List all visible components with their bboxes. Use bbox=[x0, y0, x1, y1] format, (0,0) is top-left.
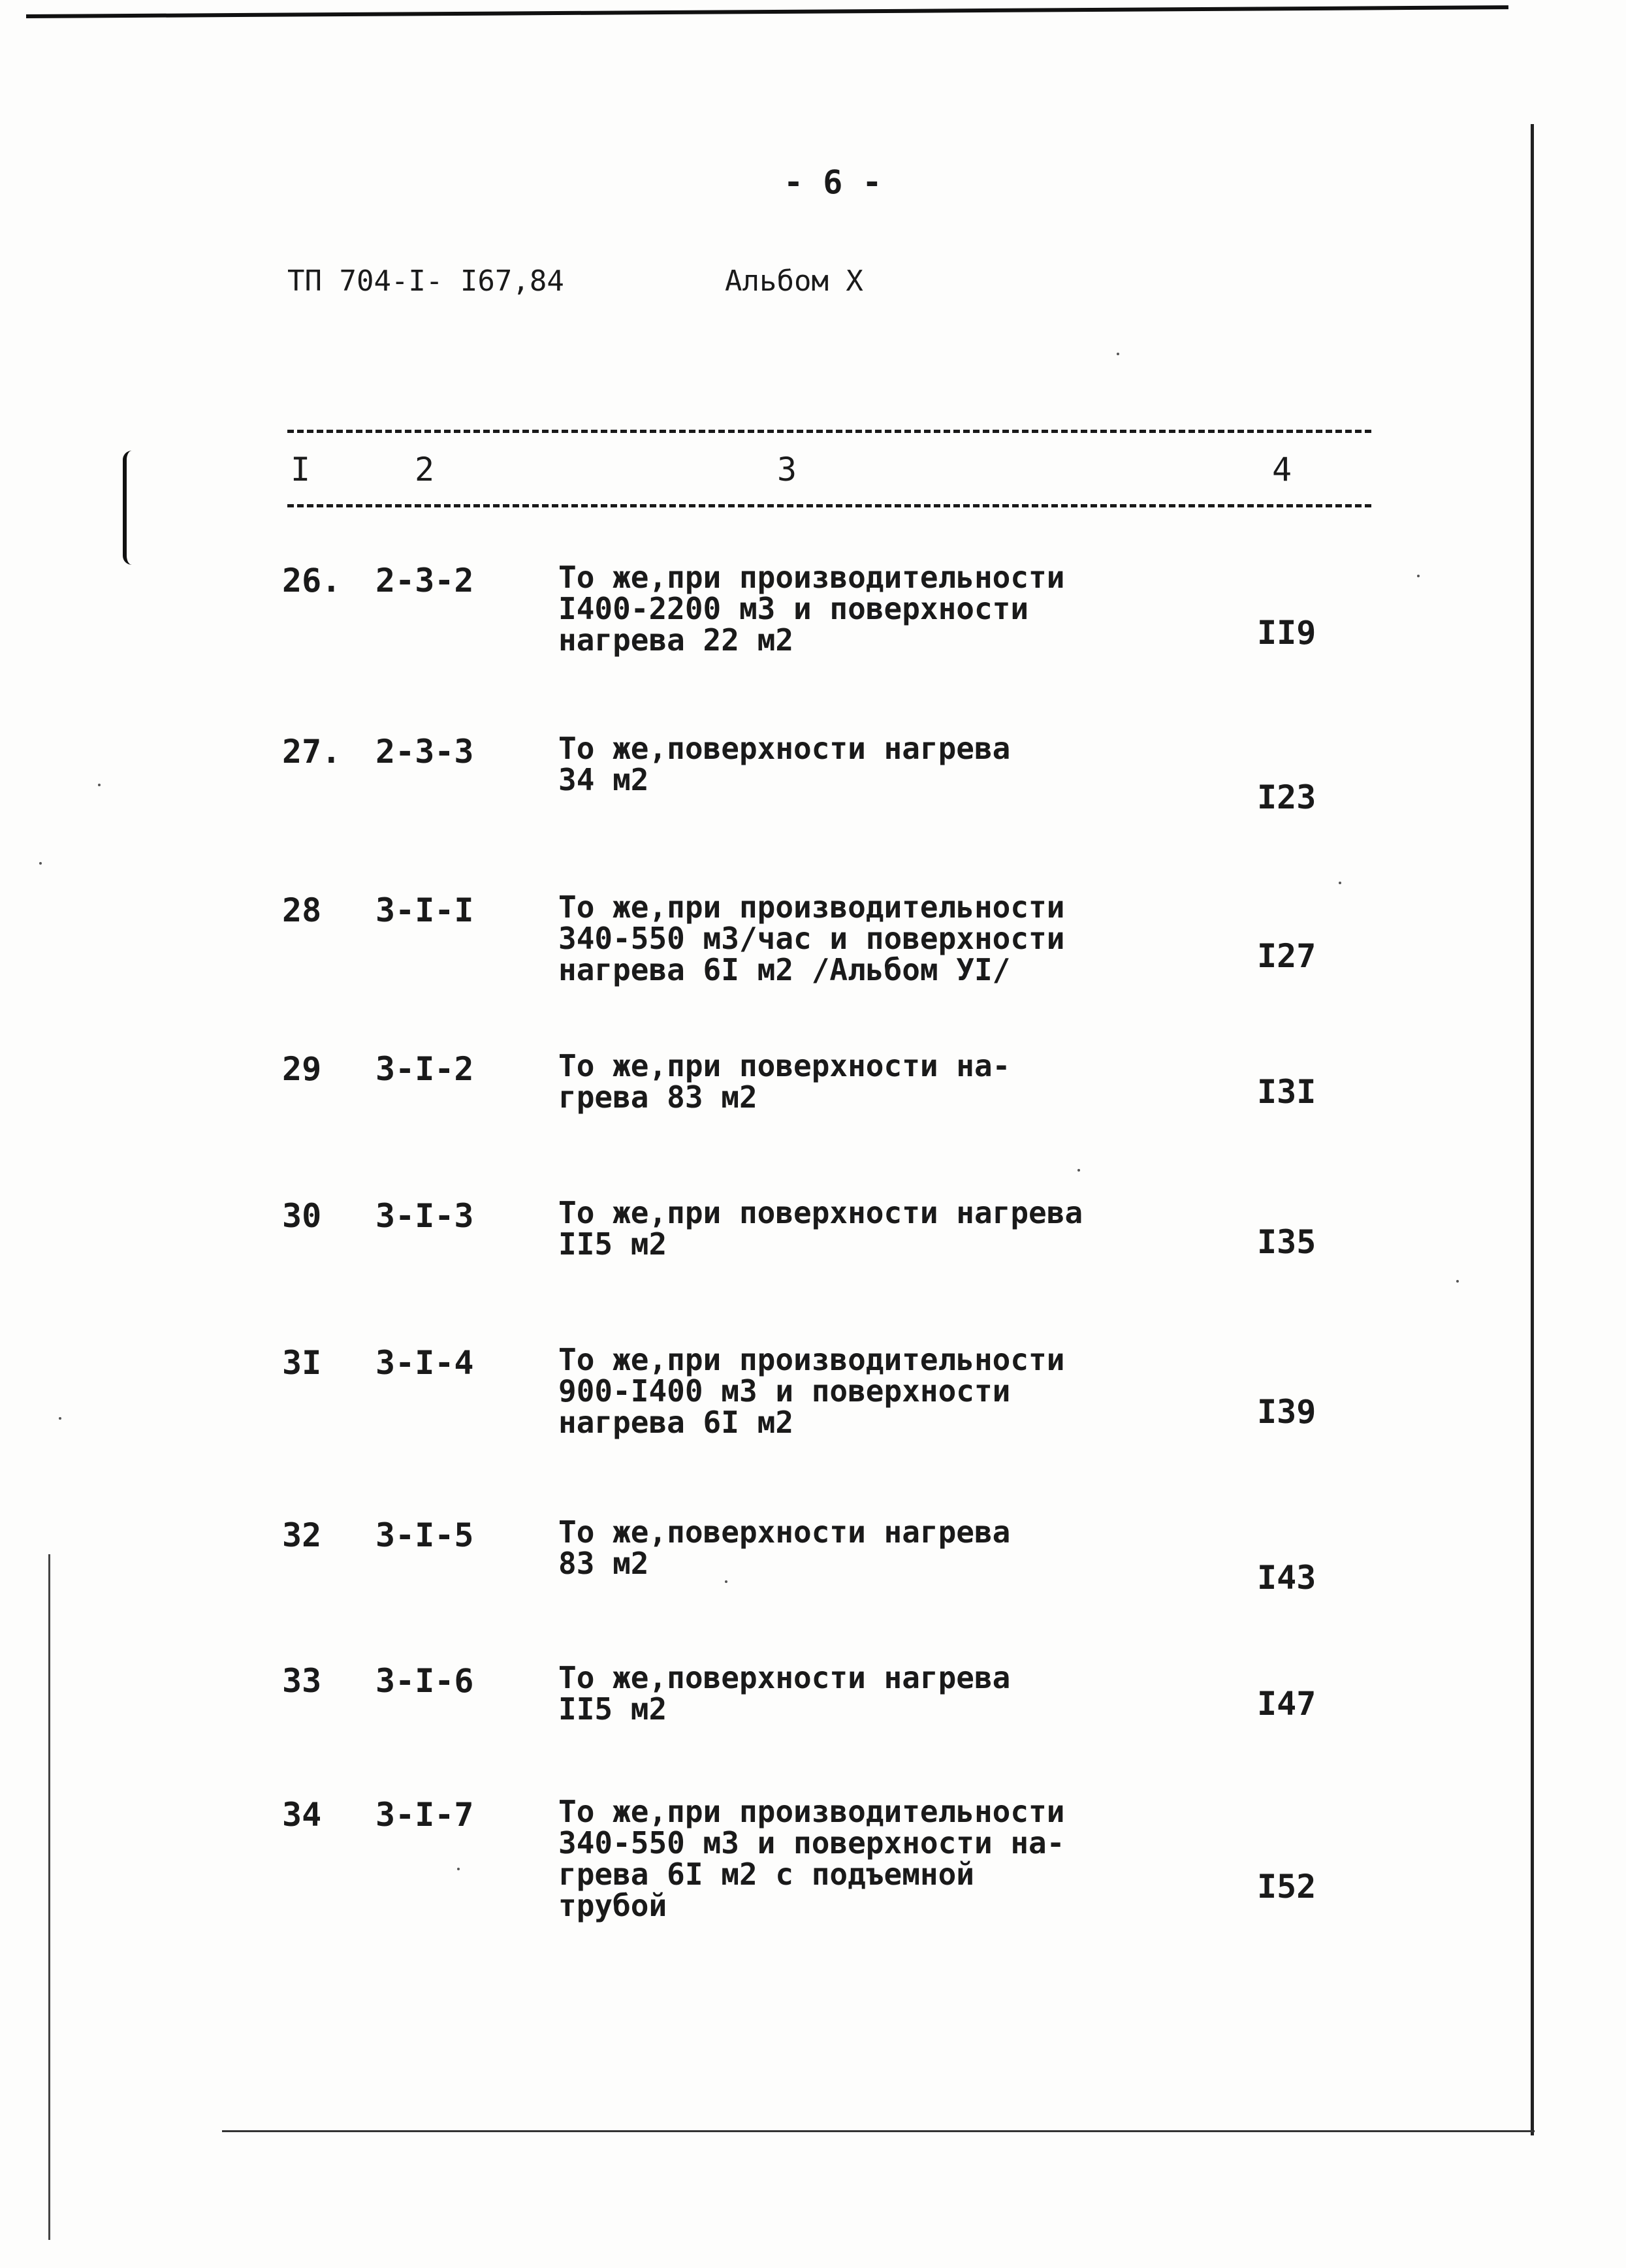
row-description bbox=[558, 1796, 1146, 1921]
row-code: 3-I-I bbox=[375, 891, 474, 929]
description-line: нагрева 6I м2 bbox=[558, 1405, 794, 1440]
description-line: То же,поверхности нагрева bbox=[558, 1660, 1011, 1695]
description-line: II5 м2 bbox=[558, 1691, 667, 1727]
description-line: То же,при производительности bbox=[558, 1794, 1065, 1829]
scan-edge-bottom bbox=[222, 2130, 1535, 2132]
row-number: 33 bbox=[282, 1662, 322, 1700]
row-number: 3I bbox=[282, 1344, 322, 1382]
description-line: I400-2200 м3 и поверхности bbox=[558, 591, 1029, 626]
scan-edge-left bbox=[48, 1554, 50, 2240]
row-description bbox=[558, 891, 1146, 985]
document-code: ТП 704-I- I67,84 bbox=[287, 264, 564, 298]
description-line: То же,поверхности нагрева bbox=[558, 731, 1011, 766]
row-code: 3-I-5 bbox=[375, 1516, 474, 1554]
row-number: 30 bbox=[282, 1197, 322, 1235]
row-description bbox=[558, 1516, 1146, 1579]
row-page: II9 bbox=[1257, 614, 1316, 652]
row-code: 2-3-2 bbox=[375, 562, 474, 599]
scan-edge-top bbox=[26, 5, 1508, 18]
row-number: 29 bbox=[282, 1050, 322, 1088]
description-line: То же,при производительности bbox=[558, 560, 1065, 595]
row-page: I39 bbox=[1257, 1393, 1316, 1431]
album-label: Альбом X bbox=[725, 264, 863, 298]
row-code: 3-I-2 bbox=[375, 1050, 474, 1088]
row-description bbox=[558, 1344, 1146, 1438]
row-page: I52 bbox=[1257, 1868, 1316, 1906]
row-number: 27. bbox=[282, 733, 342, 771]
column-header-2: 2 bbox=[415, 451, 435, 488]
row-code: 3-I-7 bbox=[375, 1796, 474, 1834]
row-page: I23 bbox=[1257, 778, 1316, 816]
description-line: 340-550 м3 и поверхности на- bbox=[558, 1825, 1065, 1861]
row-page: I3I bbox=[1257, 1073, 1316, 1111]
description-line: 340-550 м3/час и поверхности bbox=[558, 921, 1065, 956]
row-code: 2-3-3 bbox=[375, 733, 474, 771]
row-description bbox=[558, 733, 1146, 795]
description-line: 34 м2 bbox=[558, 762, 649, 797]
row-number: 26. bbox=[282, 562, 342, 599]
description-line: трубой bbox=[558, 1888, 667, 1923]
scan-edge-right bbox=[1531, 124, 1534, 2135]
row-code: 3-I-4 bbox=[375, 1344, 474, 1382]
row-description bbox=[558, 562, 1146, 656]
table-header-rule bbox=[287, 504, 1371, 507]
row-number: 32 bbox=[282, 1516, 322, 1554]
row-page: I47 bbox=[1257, 1685, 1316, 1723]
row-code: 3-I-3 bbox=[375, 1197, 474, 1235]
description-line: грева 83 м2 bbox=[558, 1079, 757, 1115]
description-line: грева 6I м2 с подъемной bbox=[558, 1857, 974, 1892]
row-page: I35 bbox=[1257, 1223, 1316, 1261]
table-top-rule bbox=[287, 430, 1371, 433]
description-line: нагрева 22 м2 bbox=[558, 622, 794, 658]
scan-bracket-mark bbox=[123, 451, 132, 565]
column-header-3: 3 bbox=[777, 451, 797, 488]
description-line: нагрева 6I м2 /Альбом УI/ bbox=[558, 952, 1011, 987]
row-description bbox=[558, 1050, 1146, 1113]
description-line: То же,при поверхности на- bbox=[558, 1048, 1011, 1083]
row-number: 34 bbox=[282, 1796, 322, 1834]
description-line: 83 м2 bbox=[558, 1546, 649, 1581]
column-header-1: I bbox=[291, 451, 311, 488]
row-description bbox=[558, 1662, 1146, 1725]
page-number: - 6 - bbox=[784, 163, 882, 201]
row-description bbox=[558, 1197, 1146, 1260]
row-page: I27 bbox=[1257, 937, 1316, 975]
description-line: То же,при поверхности нагрева bbox=[558, 1195, 1083, 1230]
column-header-4: 4 bbox=[1272, 451, 1292, 488]
row-number: 28 bbox=[282, 891, 322, 929]
description-line: То же,при производительности bbox=[558, 1342, 1065, 1377]
description-line: То же,при производительности bbox=[558, 889, 1065, 925]
row-code: 3-I-6 bbox=[375, 1662, 474, 1700]
description-line: 900-I400 м3 и поверхности bbox=[558, 1373, 1011, 1409]
row-page: I43 bbox=[1257, 1559, 1316, 1597]
description-line: То же,поверхности нагрева bbox=[558, 1514, 1011, 1550]
description-line: II5 м2 bbox=[558, 1226, 667, 1262]
